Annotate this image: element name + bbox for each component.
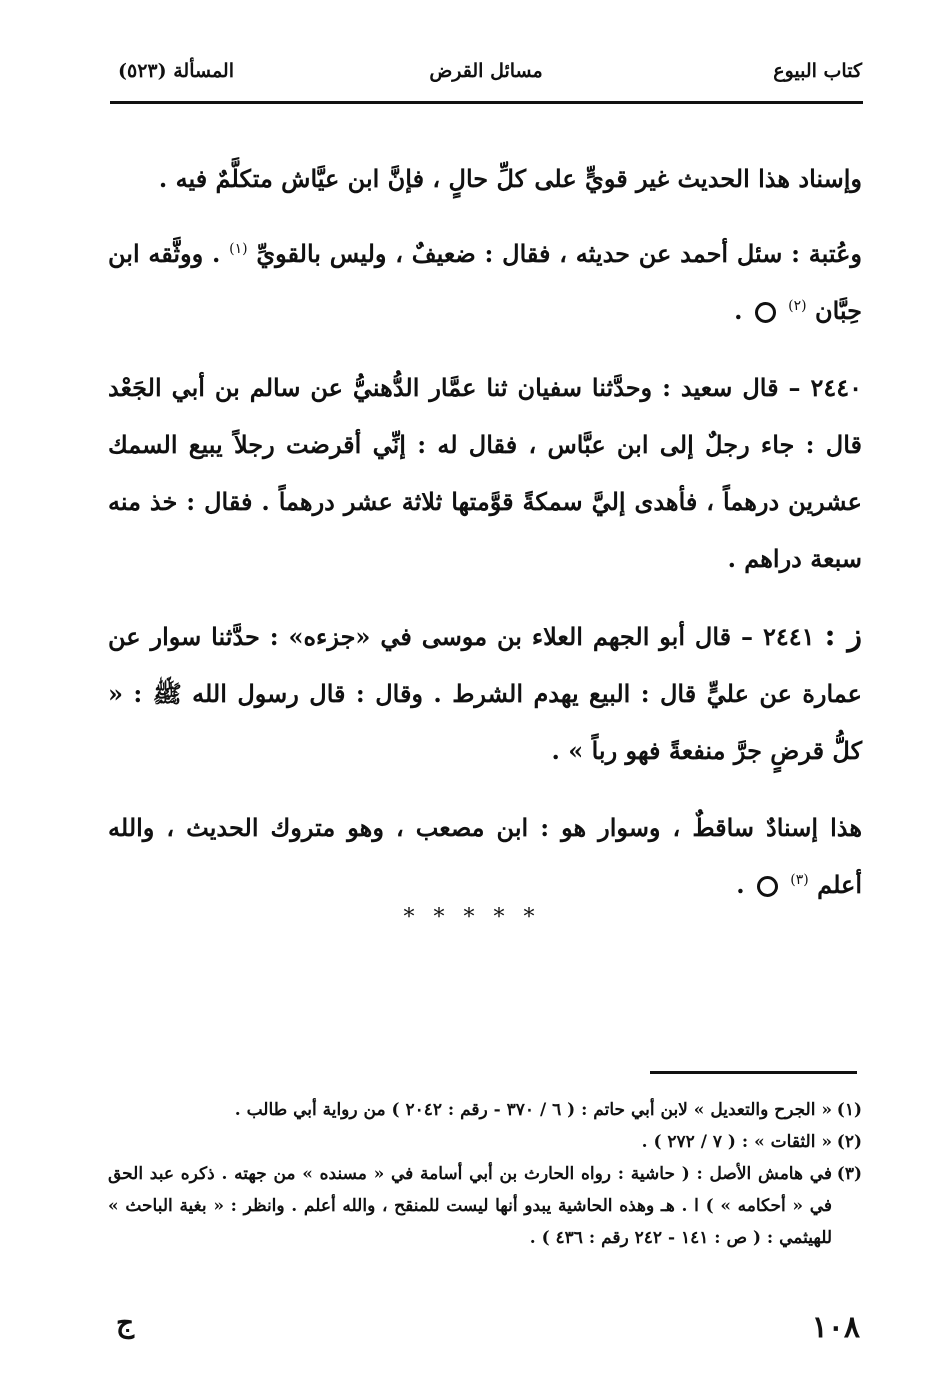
paragraph-text: هذا إسنادٌ ساقطٌ ، وسوار هو : ابن مصعب ، وهو متروك الحديث ، والله أعلم (108, 813, 862, 899)
hadith-number: ٢٤٤١ (762, 622, 815, 651)
paragraph-text: وعُتبة : سئل أحمد عن حديثه ، فقال : ضعيفٌ ، وليس بالقويِّ (256, 239, 862, 268)
hadith-2440 (108, 359, 862, 587)
footnote-number: (٢) (836, 1132, 862, 1152)
footnotes (108, 1094, 862, 1254)
footnote-text: « الجرح والتعديل » لابن أبي حاتم : ( ٦ / ٣٧٠ - رقم : ٢٠٤٢ ) من رواية أبي طالب . (234, 1100, 832, 1120)
footnote-ref-3[interactable]: (٣) (790, 872, 809, 888)
running-header (110, 56, 862, 96)
header-rule (110, 101, 863, 104)
footnote-ref-2[interactable]: (٢) (788, 298, 807, 314)
end-of-entry-circle-icon (757, 876, 778, 897)
footnote-1 (108, 1094, 862, 1126)
main-text (108, 150, 862, 933)
book-title: كتاب البيوع (773, 60, 862, 82)
signature-mark: ج (116, 1306, 135, 1339)
hadith-text: – قال سعيد : وحدَّثنا سفيان ثنا عمَّار الدُّهنيُّ عن سالم بن أبي الجَعْد قال : جاء رجلٌ إلى ابن عبَّاس ، فقال له : إنِّي أقرضت رجلاً يبيع السمك عشرين درهماً ، فأهدى إليَّ سمكةً قوَّمتها ثلاثة عشر درهماً . فقال : خذ منه سبعة دراهم . (108, 373, 863, 573)
end-of-entry-circle-icon (755, 302, 776, 323)
hadith-text: – قال أبو الجهم العلاء بن موسى في «جزءه» : حدَّثنا سوار عن عمارة عن عليٍّ قال : البيع يهدم الشرط . وقال : قال رسول الله ﷺ : (108, 622, 862, 708)
footnote-2 (108, 1126, 862, 1158)
addition-mark: ز : (824, 618, 862, 653)
footnote-rule (650, 1071, 857, 1074)
footnote-number: (٣) (836, 1164, 862, 1184)
sentence-end: . (551, 736, 560, 765)
issue-number: المسألة (٥٢٣) (118, 60, 234, 82)
paragraph-text: وإسناد هذا الحديث غير قويٍّ على كلِّ حالٍ ، فإنَّ ابن عيَّاش متكلَّمٌ فيه . (158, 164, 862, 193)
hadith-quote: « كلُّ قرضٍ جرَّ منفعةً فهو رباً » (108, 679, 862, 765)
footnote-3 (108, 1158, 862, 1254)
paragraph-grading: هذا إسنادٌ ساقطٌ ، وسوار هو : ابن مصعب ، وهو متروك الحديث ، والله أعلم $^{(٣)}$ . (108, 813, 862, 899)
paragraph-isnad-note (108, 150, 862, 207)
chapter-title: مسائل القرض (429, 60, 543, 82)
paragraph-utba: وعُتبة : سئل أحمد عن حديثه ، فقال : ضعيفٌ ، وليس بالقويِّ $^{(١)}$ . ووثَّقه ابن حِبَّان $^{(٢)}$ . (108, 239, 862, 325)
footnote-ref-1[interactable]: (١) (229, 241, 248, 257)
footnote-text: في هامش الأصل : ( حاشية : رواه الحارث بن أبي أسامة في « مسنده » من جهته . ذكره عبد الحق في « أحكامه » ) ا . هـ وهذه الحاشية يبدو أنها ليست للمنقح ، والله أعلم . وانظر : « بغية الباحث » للهيثمي : ( ص : ١٤١ - ٢٤٢ رقم : ٤٣٦ ) . (108, 1164, 832, 1248)
hadith-number: ٢٤٤٠ (810, 373, 862, 402)
paragraph-text: . ووثَّقه ابن حِبَّان (108, 239, 862, 325)
page-number: ١٠٨ (811, 1310, 860, 1345)
footnote-number: (١) (836, 1100, 862, 1120)
section-separator: * * * * * (403, 905, 541, 930)
footnote-text: « الثقات » : ( ٧ / ٢٧٢ ) . (641, 1132, 832, 1152)
hadith-2441 (108, 607, 862, 779)
